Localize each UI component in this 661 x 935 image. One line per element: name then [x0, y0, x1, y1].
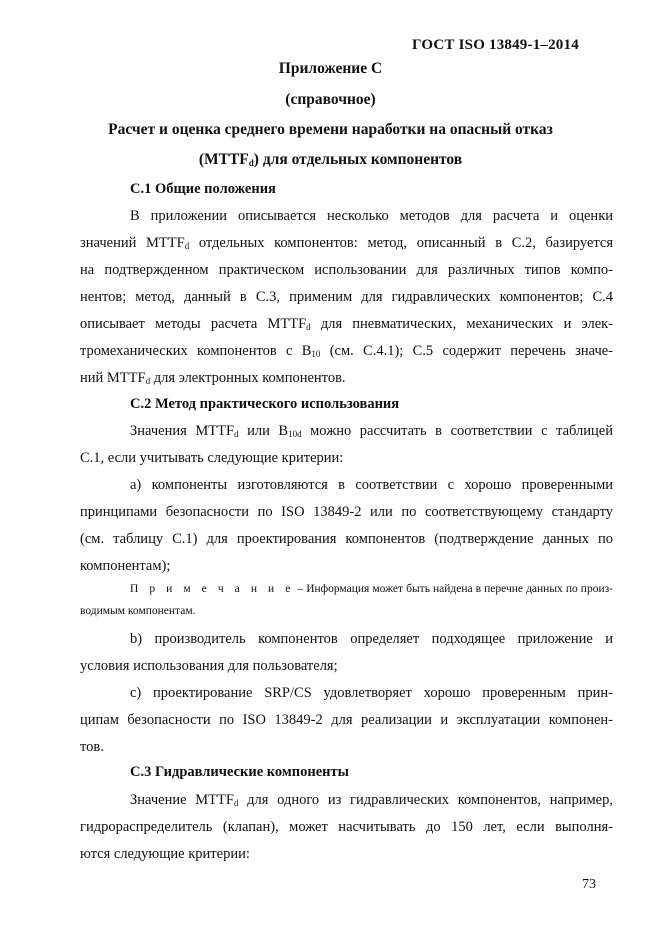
text-run: отдельных компонентов: метод, описанный в С.2, базируется: [189, 235, 614, 251]
text-run: тромеханических компонентов с B: [80, 343, 312, 359]
paragraph-line: на подтвержденном практическом использовании для различных типов компо-: [80, 262, 613, 278]
subscript-d: d: [233, 798, 239, 808]
list-item-a-line: принципами безопасности по ISO 13849-2 или по соответствующему стандарту: [80, 504, 613, 520]
note-line: [130, 583, 613, 595]
text-run: для электронных компонентов.: [150, 370, 346, 386]
list-item-b-line: условия использования для пользователя;: [80, 658, 338, 674]
paragraph-line: [130, 421, 613, 441]
paragraph-line: [80, 368, 613, 388]
subscript-d: d: [184, 241, 190, 251]
paragraph-line: [80, 341, 613, 361]
subscript-d: d: [234, 429, 239, 439]
note-line: водимым компонентам.: [80, 605, 196, 617]
page-number: 73: [582, 877, 596, 892]
mttf-label: (MTTF: [198, 151, 249, 168]
paragraph-line: [130, 790, 613, 810]
list-item-b-line: b) производитель компонентов определяет подходящее приложение и: [130, 631, 613, 647]
text-run: для одного из гидравлических компонентов, например,: [238, 792, 613, 808]
subscript-10d: 10d: [288, 429, 302, 439]
list-item-a-line: компонентам);: [80, 558, 171, 574]
subscript-d: d: [248, 158, 254, 168]
text-run: Значения MTTF: [130, 423, 235, 439]
section-heading-c3: С.3 Гидравлические компоненты: [130, 764, 349, 780]
text-run: описывает методы расчета MTTF: [80, 316, 307, 332]
annex-heading-line2: [0, 151, 661, 169]
annex-kind: (справочное): [285, 91, 376, 108]
subscript-d: d: [306, 322, 311, 332]
paragraph-line: В приложении описывается несколько методов для расчета и оценки: [130, 208, 613, 224]
paragraph-line: С.1, если учитывать следующие критерии:: [80, 450, 344, 466]
text-run: можно рассчитать в соответствии с таблицей: [301, 423, 613, 439]
list-item-c-line: с) проектирование SRP/CS удовлетворяет хорошо проверенным прин-: [130, 685, 613, 701]
section-heading-c1: С.1 Общие положения: [130, 181, 276, 197]
subscript-10: 10: [311, 349, 321, 359]
annex-heading-line1: Расчет и оценка среднего времени наработки на опасный отказ: [108, 121, 553, 138]
paragraph-line: нентов; метод, данный в С.3, применим для гидравлических компонентов; С.4: [80, 289, 613, 305]
section-heading-c2: С.2 Метод практического использования: [130, 396, 400, 412]
text-run: или B: [238, 423, 289, 439]
list-item-a-line: (см. таблицу С.1) для проектирования компонентов (подтверждение данных по: [80, 531, 613, 547]
note-label: П р и м е ч а н и е: [130, 583, 295, 595]
note-text: – Информация может быть найдена в перечне данных по произ-: [294, 583, 613, 595]
text-run: (см. С.4.1); С.5 содержит перечень значе-: [320, 343, 614, 359]
text-run: для пневматических, механических и элек-: [310, 316, 613, 332]
annex-heading-line2-rest: ) для отдельных компонентов: [253, 151, 463, 168]
paragraph-line: [80, 314, 613, 334]
paragraph-line: [80, 233, 613, 253]
list-item-a-line: а) компоненты изготовляются в соответствии с хорошо проверенными: [130, 477, 613, 493]
annex-title: Приложение С: [278, 60, 383, 77]
subscript-d: d: [145, 376, 151, 386]
text-run: значений MTTF: [80, 235, 185, 251]
paragraph-line: гидрораспределитель (клапан), может насчитывать до 150 лет, если выполня-: [80, 819, 613, 835]
text-run: ний MTTF: [80, 370, 146, 386]
text-run: Значение MTTF: [130, 792, 234, 808]
list-item-c-line: тов.: [80, 739, 104, 755]
document-standard-header: ГОСТ ISO 13849-1–2014: [412, 37, 579, 53]
list-item-c-line: ципам безопасности по ISO 13849-2 для реализации и эксплуатации компонен-: [80, 712, 613, 728]
paragraph-line: ются следующие критерии:: [80, 846, 250, 862]
